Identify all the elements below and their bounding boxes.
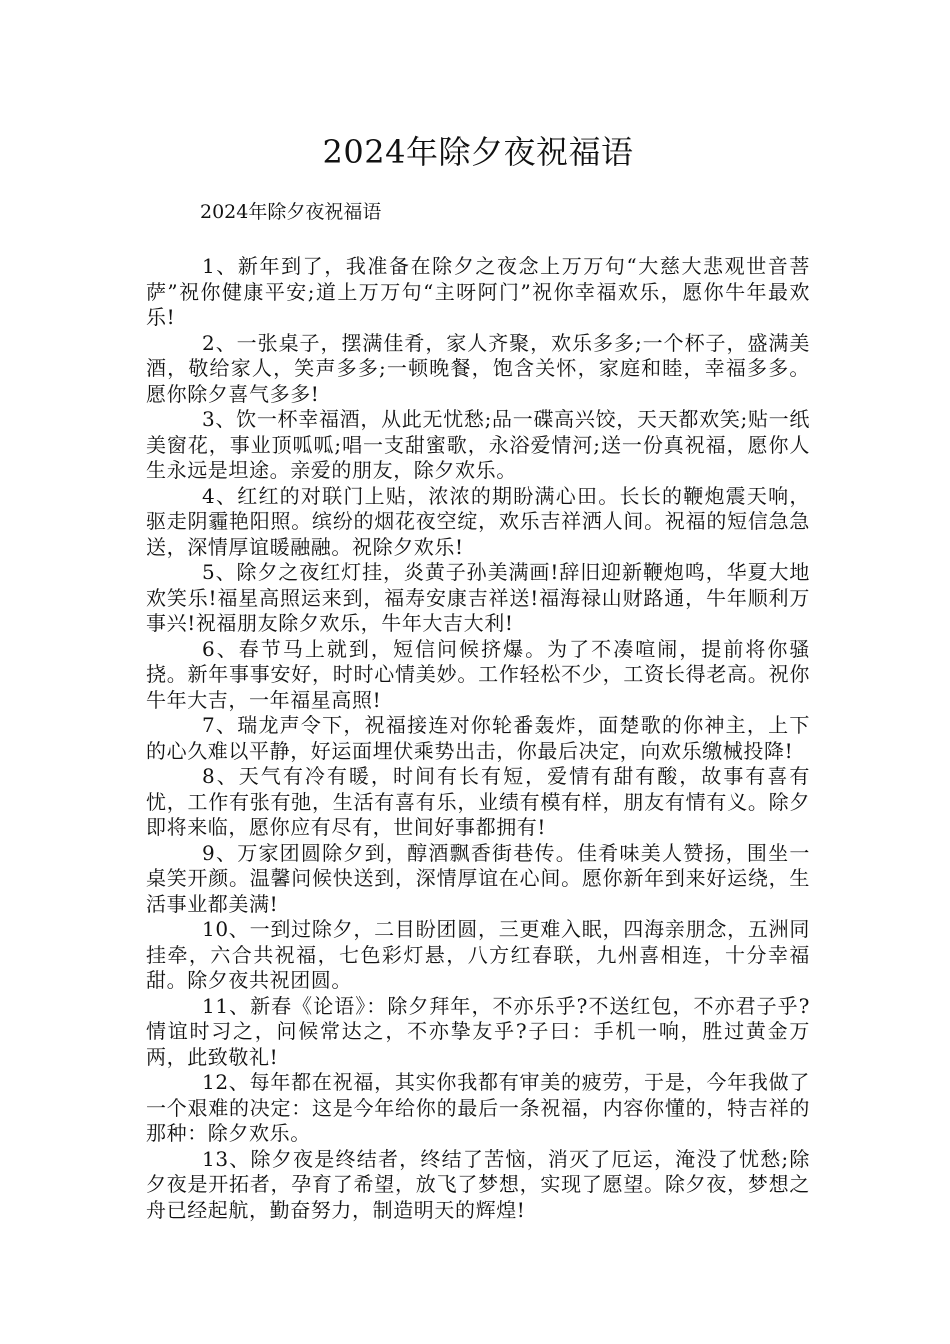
paragraph-9: 9、万家团圆除夕到，醇酒飘香街巷传。佳肴味美人赞扬，围坐一桌笑开颜。温馨问候快送到，深情厚谊在心间。愿你新年到来好运绕，生活事业都美满! <box>146 840 810 916</box>
paragraph-3: 3、饮一杯幸福酒，从此无忧愁;品一碟高兴饺，天天都欢笑;贴一纸美窗花，事业顶呱呱;唱一支甜蜜歌，永浴爱情河;送一份真祝福，愿你人生永远是坦途。亲爱的朋友，除夕欢乐。 <box>146 407 810 482</box>
paragraph-5: 5、除夕之夜红灯挂，炎黄子孙美满画!辞旧迎新鞭炮鸣，华夏大地欢笑乐!福星高照运来到，福寿安康吉祥送!福海禄山财路通，牛年顺利万事兴!祝福朋友除夕欢乐，牛年大吉大利! <box>146 560 810 635</box>
paragraph-8: 8、天气有冷有暖，时间有长有短，爱情有甜有酸，故事有喜有忧，工作有张有弛，生活有喜有乐，业绩有模有样，朋友有情有义。除夕即将来临，愿你应有尽有，世间好事都拥有! <box>146 764 810 839</box>
paragraph-2: 2、一张桌子，摆满佳肴，家人齐聚，欢乐多多;一个杯子，盛满美酒，敬给家人，笑声多多;一顿晚餐，饱含关怀，家庭和睦，幸福多多。愿你除夕喜气多多! <box>146 330 810 406</box>
paragraph-13: 13、除夕夜是终结者，终结了苦恼，消灭了厄运，淹没了忧愁;除夕夜是开拓者，孕育了希望，放飞了梦想，实现了愿望。除夕夜，梦想之舟已经起航，勤奋努力，制造明天的辉煌! <box>146 1146 810 1222</box>
paragraph-11: 11、新春《论语》：除夕拜年，不亦乐乎?不送红包，不亦君子乎?情谊时习之，问候常达之，不亦挚友乎?子曰：手机一响，胜过黄金万两，此致敬礼! <box>146 993 810 1069</box>
document-title: 2024年除夕夜祝福语 <box>322 133 634 171</box>
paragraph-7: 7、瑞龙声令下，祝福接连对你轮番轰炸，面楚歌的你神主，上下的心久难以平静，好运面埋伏乘势出击，你最后决定，向欢乐缴械投降! <box>146 713 810 763</box>
paragraph-1: 1、新年到了，我准备在除夕之夜念上万万句“大慈大悲观世音菩萨”祝你健康平安;道上万万句“主呀阿门”祝你幸福欢乐，愿你牛年最欢乐! <box>146 254 810 329</box>
document-body <box>146 254 810 1223</box>
document-subtitle: 2024年除夕夜祝福语 <box>200 201 382 223</box>
paragraph-12: 12、每年都在祝福，其实你我都有审美的疲劳，于是，今年我做了一个艰难的决定：这是今年给你的最后一条祝福，内容你懂的，特吉祥的那种：除夕欢乐。 <box>146 1070 810 1145</box>
paragraph-6: 6、春节马上就到，短信问候挤爆。为了不凑喧闹，提前将你骚挠。新年事事安好，时时心情美妙。工作轻松不少，工资长得老高。祝你牛年大吉，一年福星高照! <box>146 636 810 712</box>
paragraph-4: 4、红红的对联门上贴，浓浓的期盼满心田。长长的鞭炮震天响，驱走阴霾艳阳照。缤纷的烟花夜空绽，欢乐吉祥洒人间。祝福的短信急急送，深情厚谊暖融融。祝除夕欢乐! <box>146 483 810 559</box>
paragraph-10: 10、一到过除夕，二目盼团圆，三更难入眠，四海亲朋念，五洲同挂牵，六合共祝福，七色彩灯悬，八方红春联，九州喜相连，十分幸福甜。除夕夜共祝团圆。 <box>146 917 810 992</box>
